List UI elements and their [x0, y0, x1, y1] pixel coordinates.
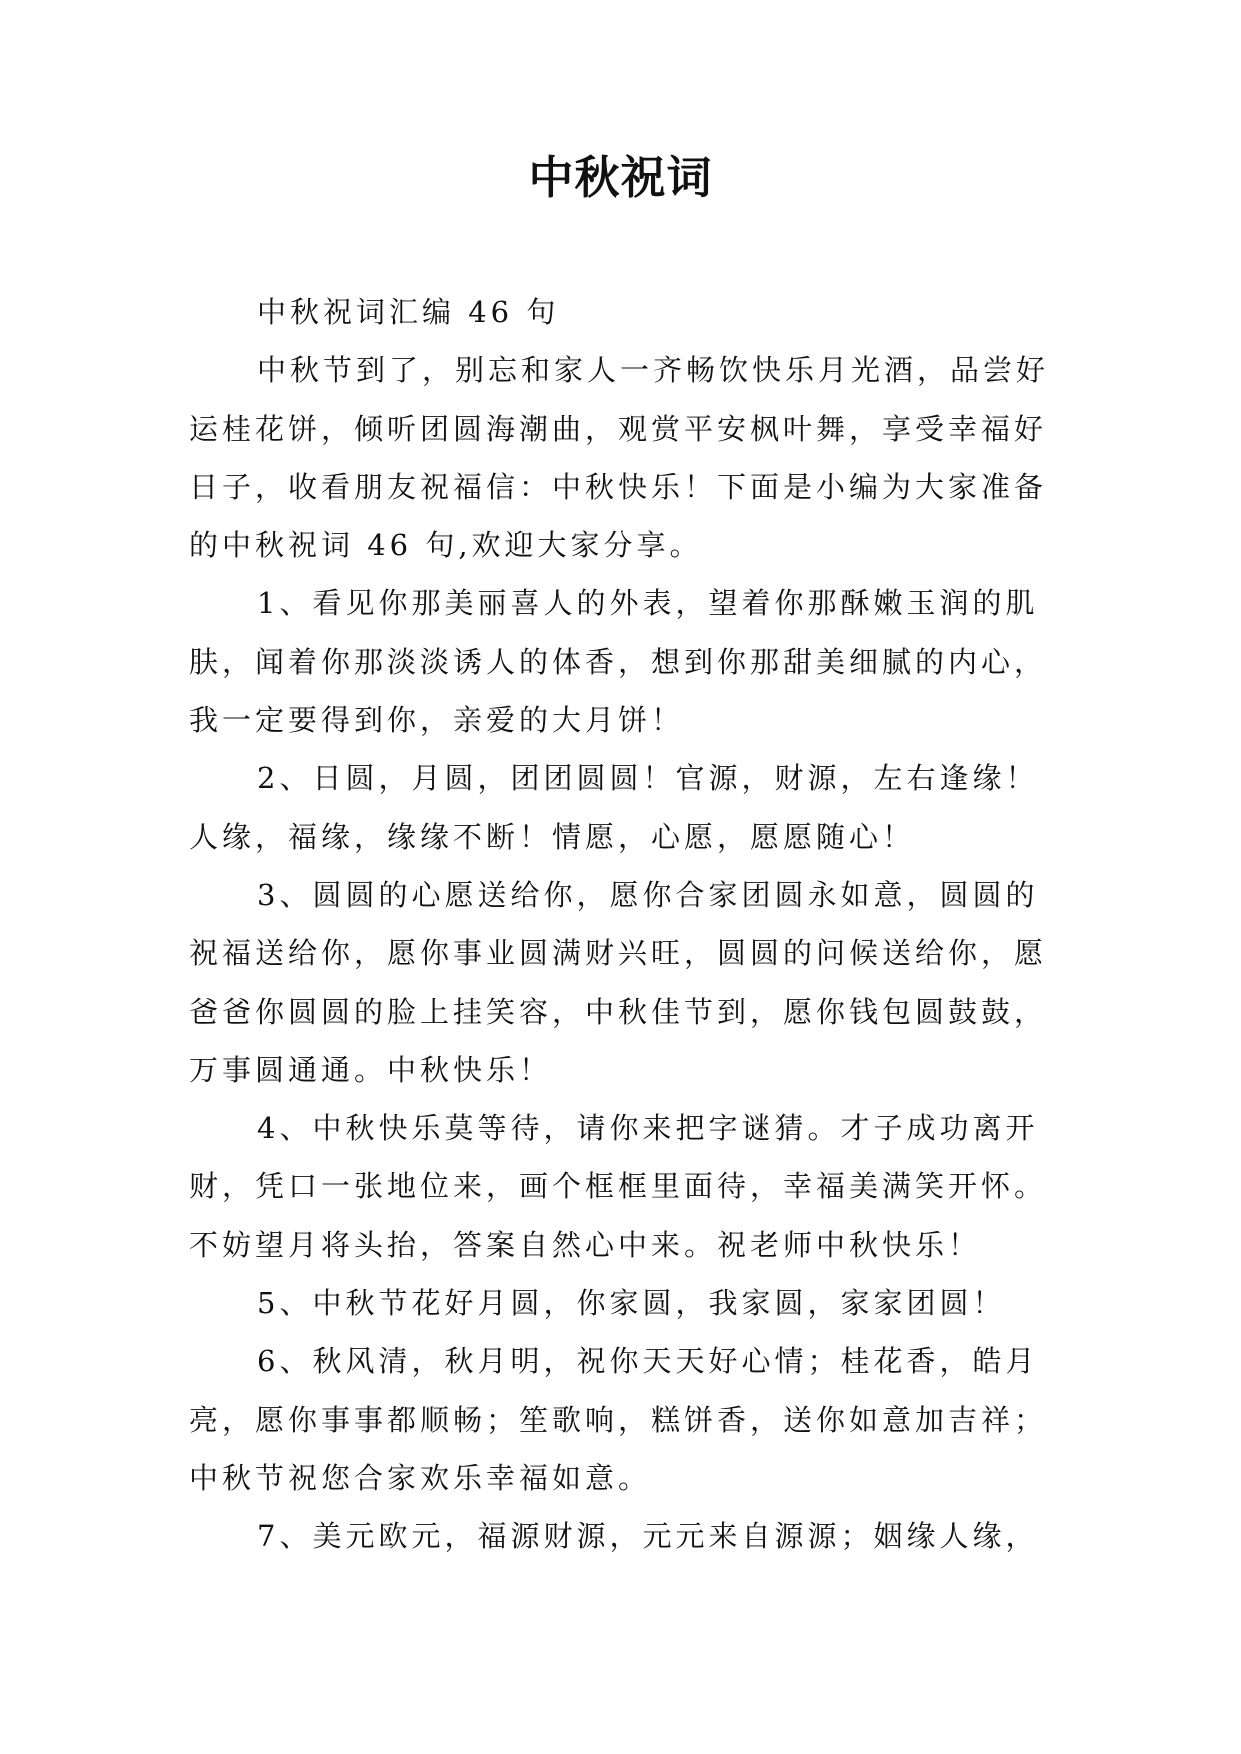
paragraph-line: 日子，收看朋友祝福信：中秋快乐！下面是小编为大家准备 [189, 469, 1048, 504]
paragraph-line: 亮，愿你事事都顺畅；笙歌响，糕饼香，送你如意加吉祥； [189, 1402, 1048, 1437]
paragraph-line: 5、中秋节花好月圆，你家圆，我家圆，家家团圆！ [257, 1286, 1006, 1321]
paragraph-line: 祝福送给你，愿你事业圆满财兴旺，圆圆的问候送给你，愿 [189, 936, 1048, 971]
paragraph-line: 万事圆通通。中秋快乐！ [189, 1052, 553, 1087]
paragraph-line: 7、美元欧元，福源财源，元元来自源源；姻缘人缘， [257, 1519, 1039, 1554]
paragraph [189, 1099, 1059, 1274]
paragraph [189, 1274, 1059, 1332]
paragraph-line: 不妨望月将头抬，答案自然心中来。祝老师中秋快乐！ [189, 1227, 982, 1262]
paragraph-line: 3、圆圆的心愿送给你，愿你合家团圆永如意，圆圆的 [257, 877, 1039, 912]
paragraph [189, 866, 1059, 1099]
document-body [189, 283, 1059, 1566]
paragraph [189, 749, 1059, 866]
paragraph-line: 运桂花饼，倾听团圆海潮曲，观赏平安枫叶舞，享受幸福好 [189, 411, 1048, 446]
paragraph-line: 2、日圆，月圆，团团圆圆！官源，财源，左右逢缘！ [257, 761, 1039, 796]
paragraph-line: 6、秋风清，秋月明，祝你天天好心情；桂花香，皓月 [257, 1344, 1039, 1379]
paragraph [189, 1507, 1059, 1565]
paragraph [189, 574, 1059, 749]
paragraph-line: 爸爸你圆圆的脸上挂笑容，中秋佳节到，愿你钱包圆鼓鼓， [189, 994, 1048, 1029]
paragraph-line: 4、中秋快乐莫等待，请你来把字谜猜。才子成功离开 [257, 1111, 1039, 1146]
paragraph-line: 人缘，福缘，缘缘不断！情愿，心愿，愿愿随心！ [189, 819, 916, 854]
paragraph-line: 我一定要得到你，亲爱的大月饼！ [189, 703, 685, 738]
paragraph-line: 中秋节到了，别忘和家人一齐畅饮快乐月光酒，品尝好 [257, 353, 1050, 388]
paragraph [189, 341, 1059, 574]
paragraph [189, 283, 1059, 341]
paragraph-line: 的中秋祝词 46 句,欢迎大家分享。 [189, 528, 703, 563]
paragraph-line: 中秋祝词汇编 46 句 [257, 295, 560, 329]
paragraph-line: 财，凭口一张地位来，画个框框里面待，幸福美满笑开怀。 [189, 1169, 1048, 1204]
paragraph-line: 中秋节祝您合家欢乐幸福如意。 [189, 1460, 652, 1495]
paragraph [189, 1332, 1059, 1507]
paragraph-line: 肤，闻着你那淡淡诱人的体香，想到你那甜美细腻的内心， [189, 644, 1048, 679]
paragraph-line: 1、看见你那美丽喜人的外表，望着你那酥嫩玉润的肌 [257, 586, 1039, 621]
document-title: 中秋祝词 [528, 151, 713, 204]
